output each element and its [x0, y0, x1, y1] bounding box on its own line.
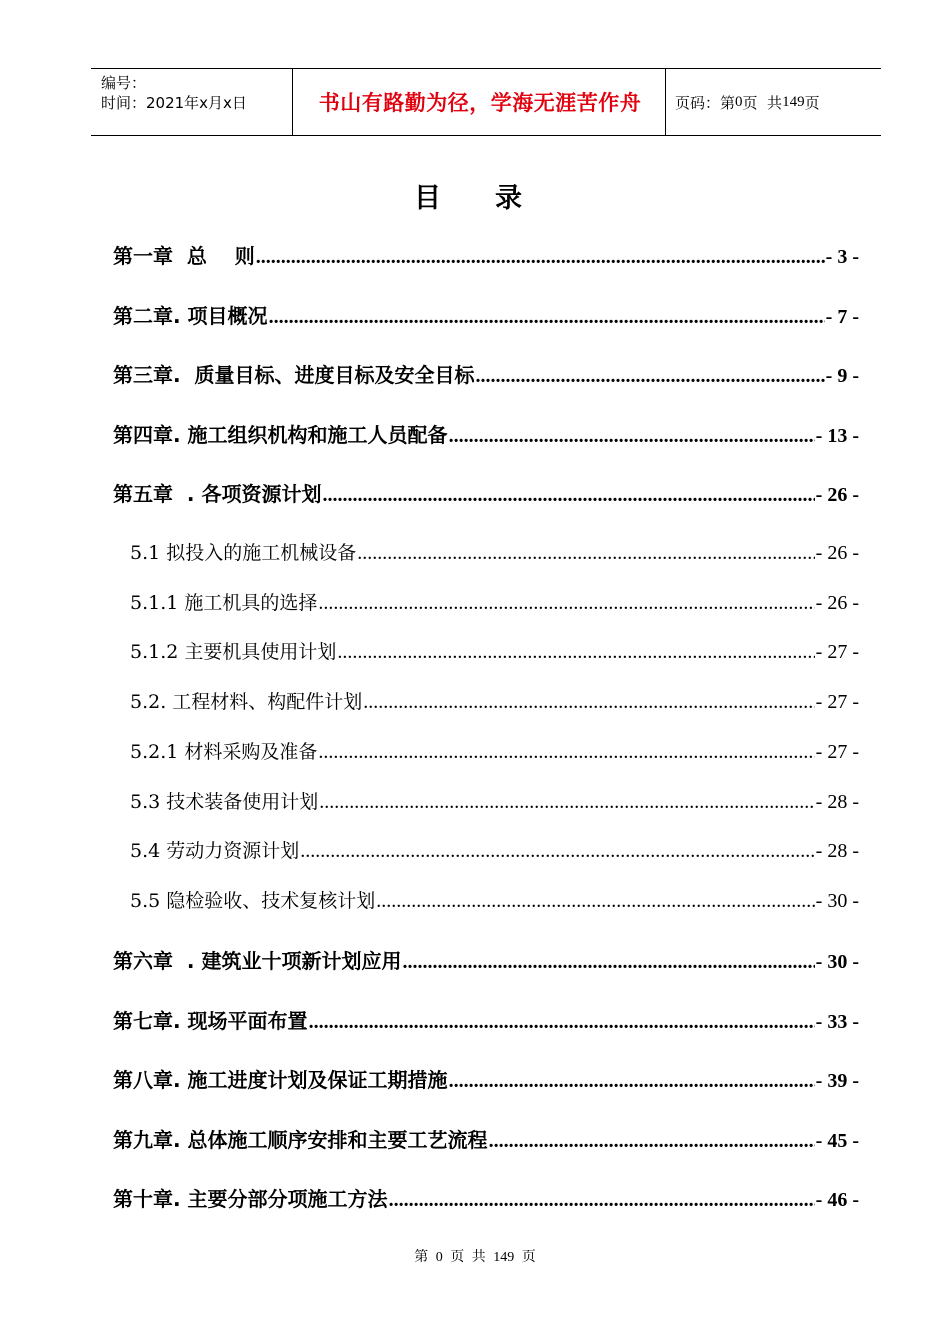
toc-entry-page: - 39 - — [815, 1070, 859, 1092]
toc-leader — [323, 484, 815, 507]
page-header — [91, 68, 881, 136]
toc-subentry-text: 5.1.1 施工机具的选择 — [130, 592, 318, 614]
toc-entry[interactable] — [113, 1064, 859, 1093]
toc-subentry-page: - 26 - — [815, 542, 859, 564]
toc-subentry-page: - 27 - — [815, 741, 859, 763]
toc-leader — [489, 1130, 815, 1153]
toc-entry-text: 第九章. 总体施工顺序安排和主要工艺流程 — [113, 1128, 488, 1152]
toc-subentry-page: - 26 - — [815, 592, 859, 614]
header-page-info — [675, 69, 820, 135]
document-time-label: 时间：2021年x月x日 — [101, 94, 247, 112]
toc-entry[interactable] — [113, 419, 859, 448]
toc-leader — [318, 592, 814, 615]
toc-leader — [389, 1189, 815, 1212]
toc-subentry[interactable] — [130, 886, 859, 913]
page-footer: 第 0 页 共 149 页 — [414, 1250, 536, 1265]
toc-leader — [376, 890, 814, 913]
toc-subentry-text: 5.2.1 材料采购及准备 — [130, 741, 318, 763]
toc-subentry[interactable] — [130, 588, 859, 615]
toc-leader — [269, 306, 825, 329]
toc-leader — [318, 741, 814, 764]
toc-subentry[interactable] — [130, 687, 859, 714]
toc-entry[interactable] — [113, 478, 859, 507]
toc-subentry-text: 5.1 拟投入的施工机械设备 — [130, 542, 357, 564]
toc-entry[interactable] — [113, 1005, 859, 1034]
toc-entry-page: - 7 - — [825, 306, 859, 328]
page-label-mid: 页 共 — [742, 93, 783, 112]
toc-entry-text: 第三章. 质量目标、进度目标及安全目标 — [113, 363, 475, 387]
toc-entry[interactable] — [113, 300, 859, 329]
toc-leader — [309, 1011, 815, 1034]
toc-entry-text: 第六章 . 建筑业十项新计划应用 — [113, 949, 402, 973]
toc-subentry-text: 5.3 技术装备使用计划 — [130, 791, 319, 813]
toc-leader — [319, 791, 814, 814]
toc-leader — [449, 1070, 815, 1093]
header-divider — [665, 69, 666, 135]
toc-leader — [300, 840, 814, 863]
toc-subentry[interactable] — [130, 538, 859, 565]
toc-entry-text: 第八章. 施工进度计划及保证工期措施 — [113, 1068, 448, 1092]
toc-entry[interactable] — [113, 945, 859, 974]
document-number-label: 编号： — [101, 74, 147, 92]
toc-subentry-text: 5.5 隐检验收、技术复核计划 — [130, 890, 376, 912]
toc-entry-text: 第一章 总 则 — [113, 244, 255, 268]
toc-subentry[interactable] — [130, 637, 859, 664]
toc-subentry-page: - 27 - — [815, 691, 859, 713]
toc-entry-page: - 30 - — [815, 951, 859, 973]
toc-entry-page: - 3 - — [825, 246, 859, 268]
toc-entry-text: 第十章. 主要分部分项施工方法 — [113, 1187, 388, 1211]
header-meta — [101, 73, 247, 113]
toc-entry-text: 第七章. 现场平面布置 — [113, 1009, 308, 1033]
toc-entry-page: - 33 - — [815, 1011, 859, 1033]
toc-entry[interactable] — [113, 359, 859, 388]
toc-entry[interactable] — [113, 1124, 859, 1153]
page-label-prefix: 页码：第 — [675, 93, 736, 112]
page-label-suffix: 页 — [804, 93, 820, 112]
toc-leader — [449, 425, 815, 448]
toc-leader — [476, 365, 825, 388]
toc-entry-page: - 45 - — [815, 1130, 859, 1152]
toc-entry-page: - 46 - — [815, 1189, 859, 1211]
toc-entry-text: 第五章 . 各项资源计划 — [113, 482, 322, 506]
toc-entry-text: 第四章. 施工组织机构和施工人员配备 — [113, 423, 448, 447]
toc-subentry-page: - 27 - — [815, 641, 859, 663]
toc-leader — [363, 691, 814, 714]
toc-entry[interactable] — [113, 1183, 859, 1212]
header-motto: 书山有路勤为径，学海无涯苦作舟 — [318, 91, 642, 115]
toc-subentry[interactable] — [130, 787, 859, 814]
toc-subentry-page: - 28 - — [815, 840, 859, 862]
toc-subentry-text: 5.4 劳动力资源计划 — [130, 840, 300, 862]
toc-subentry-page: - 28 - — [815, 791, 859, 813]
toc-subentry-text: 5.2. 工程材料、构配件计划 — [130, 691, 363, 713]
toc-title: 目录 — [414, 183, 576, 214]
toc-leader — [403, 951, 815, 974]
toc-subentry-page: - 30 - — [815, 890, 859, 912]
toc-subentry[interactable] — [130, 737, 859, 764]
toc-entry-page: - 13 - — [815, 425, 859, 447]
page-total: 149 — [782, 93, 805, 110]
toc-leader — [357, 542, 814, 565]
page-current: 0 — [735, 93, 743, 110]
toc-leader — [337, 641, 814, 664]
toc-entry-page: - 26 - — [815, 484, 859, 506]
toc-leader — [256, 246, 825, 269]
toc-entry-page: - 9 - — [825, 365, 859, 387]
toc-entry-text: 第二章. 项目概况 — [113, 304, 268, 328]
toc-entry[interactable] — [113, 240, 859, 269]
toc-subentry[interactable] — [130, 836, 859, 863]
toc-subentry-text: 5.1.2 主要机具使用计划 — [130, 641, 337, 663]
